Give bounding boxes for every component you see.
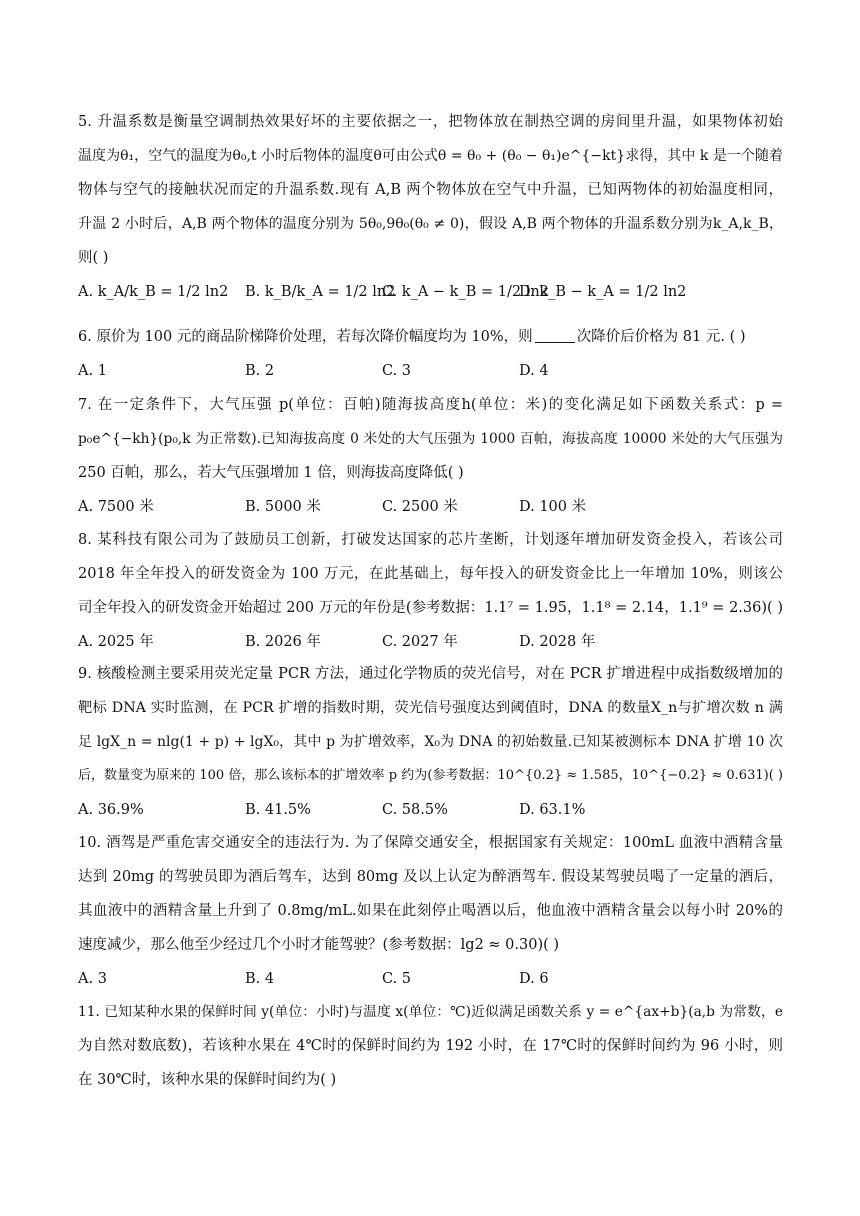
q7-option-c[interactable]: C. 2500 米 <box>382 499 458 515</box>
q8-options <box>78 625 783 659</box>
q8-line-3: 司全年投入的研发资金开始超过 200 万元的年份是(参考数据：1.1⁷ = 1.95，1.1⁸ = 2.14，1.1⁹ = 2.36)( ) <box>78 600 783 616</box>
q6-option-a[interactable]: A. 1 <box>78 363 107 379</box>
q9-line-4: 后，数量变为原来的 100 倍，那么该标本的扩增效率 p 约为(参考数据：10^{0.2} ≈ 1.585，10^{−0.2} ≈ 0.631)( ) <box>78 768 783 783</box>
q10-option-c[interactable]: C. 5 <box>382 971 412 987</box>
q10-line-1: 10. 酒驾是严重危害交通安全的违法行为. 为了保障交通安全，根据国家有关规定：100mL 血液中酒精含量 <box>78 835 783 851</box>
q8-option-a[interactable]: A. 2025 年 <box>78 634 154 650</box>
question-7 <box>78 388 783 524</box>
q11-line-1: 11. 已知某种水果的保鲜时间 y(单位：小时)与温度 x(单位：℃)近似满足函数关系 y = e^{ax+b}(a,b 为常数，e <box>78 1004 783 1020</box>
q6-option-d[interactable]: D. 4 <box>519 363 549 379</box>
q5-option-c[interactable]: C. k_A − k_B = 1/2 ln2 <box>382 284 549 300</box>
question-6 <box>78 320 783 388</box>
question-10 <box>78 826 783 996</box>
q11-line-2: 为自然对数底数)，若该种水果在 4℃时的保鲜时间约为 192 小时，在 17℃时的保鲜时间约为 96 小时，则 <box>78 1038 783 1054</box>
question-5 <box>78 105 783 309</box>
q6-line-1 <box>78 320 783 354</box>
q9-line-3: 足 lgX_n = nlg(1 + p) + lgX₀，其中 p 为扩增效率，X₀为 DNA 的初始数量.已知某被测标本 DNA 扩增 10 次 <box>78 734 783 750</box>
q8-option-b[interactable]: B. 2026 年 <box>245 634 321 650</box>
q9-options <box>78 793 783 827</box>
q5-option-d[interactable]: D. k_B − k_A = 1/2 ln2 <box>519 284 687 300</box>
q10-line-2: 达到 20mg 的驾驶员即为酒后驾车，达到 80mg 及以上认定为醉酒驾车. 假设某驾驶员喝了一定量的酒后， <box>78 869 783 885</box>
q9-line-1: 9. 核酸检测主要采用荧光定量 PCR 方法，通过化学物质的荧光信号，对在 PCR 扩增进程中成指数级增加的 <box>78 666 783 682</box>
question-11 <box>78 995 783 1097</box>
q9-option-b[interactable]: B. 41.5% <box>245 802 311 818</box>
q5-line-5: 则( ) <box>78 250 109 266</box>
q7-options <box>78 490 783 524</box>
q11-line-3: 在 30℃时，该种水果的保鲜时间约为( ) <box>78 1072 337 1088</box>
q8-option-c[interactable]: C. 2027 年 <box>382 634 458 650</box>
q5-line-1: 5. 升温系数是衡量空调制热效果好坏的主要依据之一，把物体放在制热空调的房间里升温，如果物体初始 <box>78 114 783 130</box>
q8-line-1: 8. 某科技有限公司为了鼓励员工创新，打破发达国家的芯片垄断，计划逐年增加研发资金投入，若该公司 <box>78 532 783 548</box>
q6-text-after: 次降价后价格为 81 元. ( ) <box>576 329 746 345</box>
q5-line-2: 温度为θ₁，空气的温度为θ₀,t 小时后物体的温度θ可由公式θ = θ₀ + (θ₀ − θ₁)e^{−kt}求得，其中 k 是一个随着 <box>78 148 783 164</box>
q6-option-b[interactable]: B. 2 <box>245 363 275 379</box>
q7-line-3: 250 百帕，那么，若大气压强增加 1 倍，则海拔高度降低( ) <box>78 465 464 481</box>
q5-options <box>78 275 783 309</box>
q6-answer-blank <box>535 324 575 343</box>
q7-line-2: p₀e^{−kh}(p₀,k 为正常数).已知海拔高度 0 米处的大气压强为 1000 百帕，海拔高度 10000 米处的大气压强为 <box>78 431 783 447</box>
q9-line-2: 靶标 DNA 实时监测，在 PCR 扩增的指数时期，荧光信号强度达到阈值时，DNA 的数量X_n与扩增次数 n 满 <box>78 700 783 716</box>
q5-line-3: 物体与空气的接触状况而定的升温系数.现有 A,B 两个物体放在空气中升温，已知两物体的初始温度相同， <box>78 182 783 198</box>
q6-option-c[interactable]: C. 3 <box>382 363 412 379</box>
q10-option-a[interactable]: A. 3 <box>78 971 107 987</box>
question-9 <box>78 657 783 827</box>
q9-option-d[interactable]: D. 63.1% <box>519 802 586 818</box>
q6-text-before: 6. 原价为 100 元的商品阶梯降价处理，若每次降价幅度均为 10%，则 <box>78 329 533 345</box>
q10-options <box>78 962 783 996</box>
q6-options <box>78 354 783 388</box>
q7-option-d[interactable]: D. 100 米 <box>519 499 587 515</box>
q7-line-1: 7. 在一定条件下，大气压强 p(单位：百帕)随海拔高度h(单位：米)的变化满足如下函数关系式：p = <box>78 397 783 413</box>
q10-option-d[interactable]: D. 6 <box>519 971 549 987</box>
q9-option-c[interactable]: C. 58.5% <box>382 802 448 818</box>
q7-option-b[interactable]: B. 5000 米 <box>245 499 321 515</box>
q7-option-a[interactable]: A. 7500 米 <box>78 499 154 515</box>
q10-line-4: 速度减少，那么他至少经过几个小时才能驾驶？(参考数据：lg2 ≈ 0.30)( ) <box>78 937 560 953</box>
q5-option-a[interactable]: A. k_A/k_B = 1/2 ln2 <box>78 284 229 300</box>
q8-line-2: 2018 年全年投入的研发资金为 100 万元，在此基础上，每年投入的研发资金比上一年增加 10%，则该公 <box>78 566 783 582</box>
q9-option-a[interactable]: A. 36.9% <box>78 802 144 818</box>
q5-option-b[interactable]: B. k_B/k_A = 1/2 ln2 <box>245 284 396 300</box>
q10-line-3: 其血液中的酒精含量上升到了 0.8mg/mL.如果在此刻停止喝酒以后，他血液中酒精含量会以每小时 20%的 <box>78 903 783 919</box>
q10-option-b[interactable]: B. 4 <box>245 971 275 987</box>
question-8 <box>78 523 783 659</box>
q8-option-d[interactable]: D. 2028 年 <box>519 634 596 650</box>
q5-line-4: 升温 2 小时后，A,B 两个物体的温度分别为 5θ₀,9θ₀(θ₀ ≠ 0)，假设 A,B 两个物体的升温系数分别为k_A,k_B， <box>78 216 783 232</box>
